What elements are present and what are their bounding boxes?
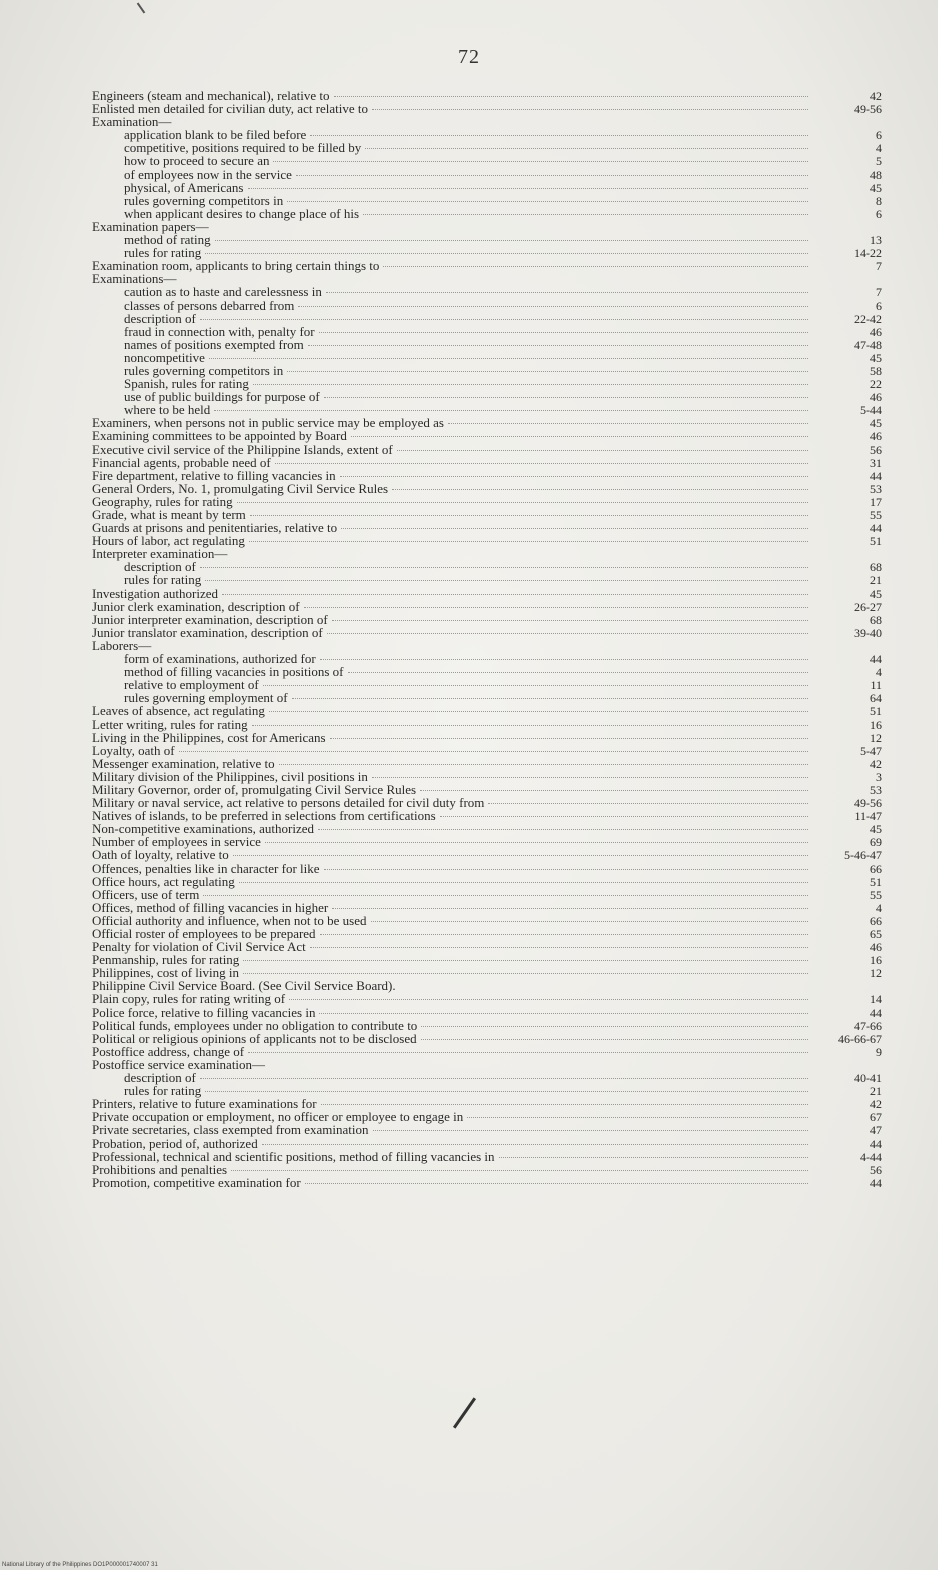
entry-text: Examination— [92, 114, 172, 130]
index-entry [92, 429, 882, 442]
dot-leader [249, 541, 808, 542]
dot-leader [340, 476, 808, 477]
dot-leader [200, 1078, 808, 1079]
dot-leader [499, 1157, 808, 1158]
dot-leader [222, 594, 808, 595]
index-entry [92, 1163, 882, 1176]
dot-leader [318, 829, 808, 830]
dot-leader [397, 450, 808, 451]
entry-page: 64 [870, 691, 882, 706]
entry-text: Prohibitions and penalties [92, 1161, 228, 1177]
entry-text: rules for rating [124, 572, 202, 588]
entry-text: use of public buildings for purpose of [124, 389, 320, 405]
entry-page: 51 [870, 704, 882, 719]
dot-leader [248, 1052, 808, 1053]
entry-page: 12 [870, 966, 882, 981]
entry-text: Philippines, cost of living in [92, 965, 239, 981]
dot-leader [321, 1104, 808, 1105]
dot-leader [488, 803, 808, 804]
dot-leader [341, 528, 808, 529]
dot-leader [310, 135, 808, 136]
dot-leader [273, 161, 808, 162]
dot-leader [421, 1039, 808, 1040]
index-entry [92, 1123, 882, 1136]
dot-leader [420, 790, 808, 791]
entry-page: 13 [870, 233, 882, 248]
entry-page: 55 [870, 887, 882, 902]
entry-page: 21 [870, 1084, 882, 1099]
entry-text: Hours of labor, act regulating [92, 533, 245, 549]
entry-text: Laborers— [92, 637, 152, 653]
entry-text: Non-competitive examinations, authorized [92, 821, 315, 837]
entry-text: description of [124, 559, 196, 575]
dot-leader [233, 855, 808, 856]
entry-text: method of rating [124, 232, 211, 248]
entry-page: 11-47 [854, 809, 882, 824]
entry-page: 68 [870, 560, 882, 575]
entry-text: Postoffice service examination— [92, 1056, 266, 1072]
entry-text: classes of persons debarred from [124, 297, 295, 313]
dot-leader [179, 751, 808, 752]
index-entry [92, 312, 882, 325]
entry-page: 66 [870, 861, 882, 876]
entry-text: how to proceed to secure an [124, 153, 270, 169]
index-entry [92, 1045, 882, 1058]
index-entry [92, 390, 882, 403]
entry-page: 47-66 [854, 1018, 882, 1033]
entry-page: 47 [870, 1123, 882, 1138]
entry-text: Examiners, when persons not in public service may be employed as [92, 415, 444, 431]
entry-page: 42 [870, 756, 882, 771]
dot-leader [304, 607, 808, 608]
entry-page: 16 [870, 953, 882, 968]
entry-text: description of [124, 1070, 196, 1086]
index-entry [92, 600, 882, 613]
entry-text: noncompetitive [124, 349, 205, 365]
entry-text: caution as to haste and carelessness in [124, 284, 322, 300]
dot-leader [248, 188, 809, 189]
entry-text: Official authority and influence, when not to be used [92, 912, 367, 928]
entry-text: rules for rating [124, 245, 202, 261]
entry-text: Loyalty, oath of [92, 742, 175, 758]
entry-page: 4 [876, 665, 882, 680]
index-entry [92, 587, 882, 600]
entry-text: Military division of the Philippines, civil positions in [92, 768, 368, 784]
dot-leader [200, 319, 808, 320]
entry-text: Junior clerk examination, description of [92, 598, 300, 614]
entry-page: 65 [870, 927, 882, 941]
entry-page: 46 [870, 390, 882, 405]
entry-page: 14-22 [854, 246, 882, 261]
entry-page: 45 [870, 350, 882, 365]
entry-page: 31 [870, 455, 882, 470]
entry-text: Number of employees in service [92, 834, 261, 850]
entry-page: 22 [870, 377, 882, 392]
entry-text: Spanish, rules for rating [124, 376, 249, 392]
entry-page: 66 [870, 913, 882, 928]
dot-leader [326, 292, 808, 293]
dot-leader [371, 921, 809, 922]
dot-leader [243, 973, 808, 974]
entry-text: Junior translator examination, description of [92, 624, 323, 640]
entry-text: Official roster of employees to be prepared [92, 926, 316, 941]
index-entry [92, 992, 882, 1005]
index-entry [92, 731, 882, 744]
entry-text: Examination papers— [92, 218, 209, 234]
dot-leader [237, 502, 808, 503]
dot-leader [296, 175, 808, 176]
dot-leader [275, 463, 808, 464]
entry-page: 7 [876, 285, 882, 300]
entry-page: 42 [870, 1097, 882, 1112]
dot-leader [421, 1026, 808, 1027]
entry-page: 12 [870, 730, 882, 745]
scan-mark [137, 3, 146, 14]
entry-text: method of filling vacancies in positions of [124, 664, 344, 680]
entry-text: Military or naval service, act relative to persons detailed for civil duty from [92, 795, 485, 811]
dot-leader [330, 738, 808, 739]
entry-page: 39-40 [854, 625, 882, 640]
index-list [92, 89, 882, 1189]
dot-leader [334, 96, 808, 97]
dot-leader [319, 1013, 808, 1014]
entry-text: rules governing employment of [124, 690, 288, 706]
entry-text: Leaves of absence, act regulating [92, 703, 265, 719]
index-entry [92, 285, 882, 298]
entry-page: 45 [870, 416, 882, 431]
dot-leader [205, 580, 808, 581]
entry-page: 45 [870, 180, 882, 195]
index-entry [92, 338, 882, 351]
entry-page: 46 [870, 940, 882, 955]
index-entry [92, 443, 882, 456]
entry-text: of employees now in the service [124, 166, 292, 182]
entry-text: Natives of islands, to be preferred in selections from certifications [92, 808, 436, 824]
index-entry [92, 181, 882, 194]
entry-text: Letter writing, rules for rating [92, 716, 248, 732]
index-entry [92, 456, 882, 469]
dot-leader [289, 999, 808, 1000]
entry-text: Philippine Civil Service Board. (See Civil Service Board). [92, 978, 396, 994]
entry-text: Examination room, applicants to bring certain things to [92, 258, 380, 274]
index-entry [92, 862, 882, 875]
dot-leader [203, 895, 808, 896]
index-entry [92, 168, 882, 181]
dot-leader [383, 266, 808, 267]
dot-leader [365, 148, 808, 149]
dot-leader [269, 711, 808, 712]
entry-page: 5-46-47 [844, 848, 882, 863]
entry-page: 45 [870, 822, 882, 837]
index-entry [92, 875, 882, 888]
entry-text: Geography, rules for rating [92, 493, 233, 509]
index-entry [92, 154, 882, 167]
dot-leader [440, 816, 808, 817]
pen-mark [453, 1397, 476, 1428]
index-entry [92, 901, 882, 914]
dot-leader [287, 201, 808, 202]
entry-text: Guards at prisons and penitentiaries, relative to [92, 520, 338, 536]
entry-text: Private secretaries, class exempted from examination [92, 1122, 369, 1138]
entry-text: Offices, method of filling vacancies in higher [92, 899, 329, 915]
dot-leader [263, 685, 808, 686]
entry-page: 49-56 [854, 796, 882, 811]
entry-page: 9 [876, 1044, 882, 1059]
dot-leader [363, 214, 808, 215]
entry-page: 17 [870, 494, 882, 509]
entry-text: physical, of Americans [124, 179, 244, 195]
entry-text: General Orders, No. 1, promulgating Civil Service Rules [92, 480, 389, 496]
dot-leader [324, 397, 808, 398]
entry-text: form of examinations, authorized for [124, 651, 316, 667]
entry-page: 26-27 [854, 599, 882, 614]
footer-credit: National Library of the Philippines DO1P000001740007 31 [2, 1562, 158, 1568]
entry-text: rules governing competitors in [124, 192, 284, 208]
index-entry [92, 102, 882, 115]
entry-page: 14 [870, 992, 882, 1007]
entry-page: 4 [876, 141, 882, 156]
entry-text: Promotion, competitive examination for [92, 1174, 301, 1190]
index-entry [92, 560, 882, 573]
dot-leader [253, 384, 808, 385]
entry-page: 53 [870, 782, 882, 797]
index-entry [92, 770, 882, 783]
entry-page: 4 [876, 900, 882, 915]
entry-page: 22-42 [854, 311, 882, 326]
entry-text: Plain copy, rules for rating writing of [92, 991, 286, 1007]
entry-page: 44 [870, 1136, 882, 1151]
index-entry [92, 718, 882, 731]
index-entry [92, 325, 882, 338]
entry-text: Enlisted men detailed for civilian duty, act relative to [92, 101, 369, 117]
index-entry [92, 1019, 882, 1032]
entry-text: Examinations— [92, 271, 177, 287]
index-heading [92, 1058, 882, 1071]
entry-text: rules for rating [124, 1083, 202, 1099]
dot-leader [265, 842, 808, 843]
entry-text: Examining committees to be appointed by Board [92, 428, 347, 444]
entry-page: 5-44 [860, 403, 882, 418]
dot-leader [215, 240, 808, 241]
page-number: 72 [458, 46, 480, 68]
entry-page: 56 [870, 442, 882, 457]
entry-text: Fire department, relative to filling vacancies in [92, 467, 336, 483]
entry-page: 69 [870, 835, 882, 850]
dot-leader [373, 1130, 808, 1131]
index-entry [92, 469, 882, 482]
dot-leader [467, 1117, 808, 1118]
entry-page: 3 [876, 769, 882, 784]
dot-leader [372, 777, 808, 778]
index-entry [92, 1032, 882, 1045]
entry-text: rules governing competitors in [124, 362, 284, 378]
entry-page: 47-48 [854, 337, 882, 352]
dot-leader [308, 345, 808, 346]
index-entry [92, 194, 882, 207]
entry-text: Penalty for violation of Civil Service Act [92, 939, 306, 955]
entry-text: Oath of loyalty, relative to [92, 847, 229, 863]
entry-text: Police force, relative to filling vacancies in [92, 1004, 316, 1020]
entry-page: 46 [870, 324, 882, 339]
dot-leader [324, 869, 808, 870]
entry-text: competitive, positions required to be filled by [124, 140, 362, 156]
entry-page: 44 [870, 521, 882, 536]
entry-text: description of [124, 310, 196, 326]
dot-leader [209, 358, 808, 359]
entry-text: Office hours, act regulating [92, 873, 235, 889]
entry-page: 44 [870, 1175, 882, 1190]
entry-text: Interpreter examination— [92, 546, 228, 562]
entry-page: 53 [870, 481, 882, 496]
dot-leader [252, 725, 808, 726]
entry-page: 44 [870, 652, 882, 667]
entry-page: 7 [876, 259, 882, 274]
index-entry [92, 626, 882, 639]
entry-text: Professional, technical and scientific positions, method of filling vacancies in [92, 1148, 495, 1164]
dot-leader [332, 908, 808, 909]
dot-leader [448, 423, 808, 424]
entry-text: Probation, period of, authorized [92, 1135, 258, 1151]
dot-leader [320, 934, 808, 935]
dot-leader [305, 1183, 808, 1184]
index-entry [92, 207, 882, 220]
entry-page: 6 [876, 206, 882, 221]
entry-text: Political funds, employees under no obligation to contribute to [92, 1017, 418, 1033]
entry-page: 11 [870, 678, 882, 693]
entry-text: when applicant desires to change place of his [124, 205, 359, 221]
entry-page: 68 [870, 612, 882, 627]
index-entry [92, 1176, 882, 1189]
entry-text: Military Governor, order of, promulgating Civil Service Rules [92, 781, 417, 797]
entry-page: 16 [870, 717, 882, 732]
entry-page: 48 [870, 167, 882, 182]
entry-page: 40-41 [854, 1071, 882, 1086]
entry-text: Printers, relative to future examinations for [92, 1096, 317, 1112]
entry-text: fraud in connection with, penalty for [124, 323, 315, 339]
dot-leader [200, 567, 808, 568]
entry-text: Living in the Philippines, cost for Americans [92, 729, 326, 745]
dot-leader [351, 436, 808, 437]
entry-text: Engineers (steam and mechanical), relative to [92, 88, 330, 103]
entry-text: Financial agents, probable need of [92, 454, 271, 470]
index-entry [92, 1071, 882, 1084]
dot-leader [262, 1144, 808, 1145]
dot-leader [348, 672, 808, 673]
entry-text: Political or religious opinions of applicants not to be disclosed [92, 1030, 417, 1046]
index-entry [92, 299, 882, 312]
entry-text: Postoffice address, change of [92, 1043, 245, 1059]
entry-page: 42 [870, 89, 882, 103]
index-entry [92, 1150, 882, 1163]
entry-page: 49-56 [854, 102, 882, 117]
dot-leader [372, 109, 808, 110]
entry-text: Messenger examination, relative to [92, 755, 275, 771]
entry-text: Private occupation or employment, no officer or employee to engage in [92, 1109, 464, 1125]
dot-leader [287, 371, 808, 372]
dot-leader [279, 764, 808, 765]
dot-leader [327, 633, 808, 634]
entry-page: 58 [870, 363, 882, 378]
dot-leader [205, 253, 808, 254]
dot-leader [243, 960, 808, 961]
entry-page: 8 [876, 193, 882, 208]
entry-text: Offences, penalties like in character for like [92, 860, 320, 876]
dot-leader [231, 1170, 808, 1171]
index-heading [92, 547, 882, 560]
entry-text: Officers, use of term [92, 886, 200, 902]
entry-page: 4-44 [860, 1149, 882, 1164]
entry-page: 46 [870, 429, 882, 444]
dot-leader [392, 489, 808, 490]
index-entry [92, 233, 882, 246]
index-entry [92, 1006, 882, 1019]
dot-leader [298, 306, 808, 307]
index-entry [92, 848, 882, 861]
dot-leader [320, 659, 808, 660]
index-entry [92, 757, 882, 770]
index-entry [92, 613, 882, 626]
entry-page: 21 [870, 573, 882, 588]
index-entry [92, 744, 882, 757]
index-entry [92, 573, 882, 586]
index-entry [92, 1137, 882, 1150]
entry-text: names of positions exempted from [124, 336, 304, 352]
index-entry [92, 351, 882, 364]
index-entry [92, 259, 882, 272]
entry-text: Junior interpreter examination, description of [92, 611, 328, 627]
entry-page: 44 [870, 468, 882, 483]
entry-text: application blank to be filed before [124, 127, 307, 143]
entry-page: 6 [876, 128, 882, 143]
entry-page: 5 [876, 154, 882, 169]
index-entry [92, 704, 882, 717]
entry-text: Grade, what is meant by term [92, 507, 246, 522]
index-entry [92, 888, 882, 901]
index-entry [92, 482, 882, 495]
dot-leader [250, 515, 808, 516]
entry-page: 45 [870, 586, 882, 601]
entry-text: Penmanship, rules for rating [92, 952, 240, 968]
dot-leader [292, 698, 808, 699]
dot-leader [239, 882, 808, 883]
dot-leader [332, 620, 808, 621]
dot-leader [214, 410, 808, 411]
dot-leader [310, 947, 808, 948]
entry-text: where to be held [124, 402, 211, 418]
entry-page: 51 [870, 534, 882, 549]
entry-page: 55 [870, 508, 882, 522]
entry-page: 6 [876, 298, 882, 313]
dot-leader [319, 332, 808, 333]
entry-text: Investigation authorized [92, 585, 218, 601]
entry-page: 51 [870, 874, 882, 889]
entry-text: relative to employment of [124, 677, 259, 693]
entry-page: 46-66-67 [838, 1031, 882, 1046]
entry-text: Executive civil service of the Philippine Islands, extent of [92, 441, 393, 457]
entry-page: 44 [870, 1005, 882, 1020]
entry-page: 67 [870, 1110, 882, 1125]
entry-page: 56 [870, 1162, 882, 1177]
entry-page: 5-47 [860, 743, 882, 758]
dot-leader [205, 1091, 808, 1092]
